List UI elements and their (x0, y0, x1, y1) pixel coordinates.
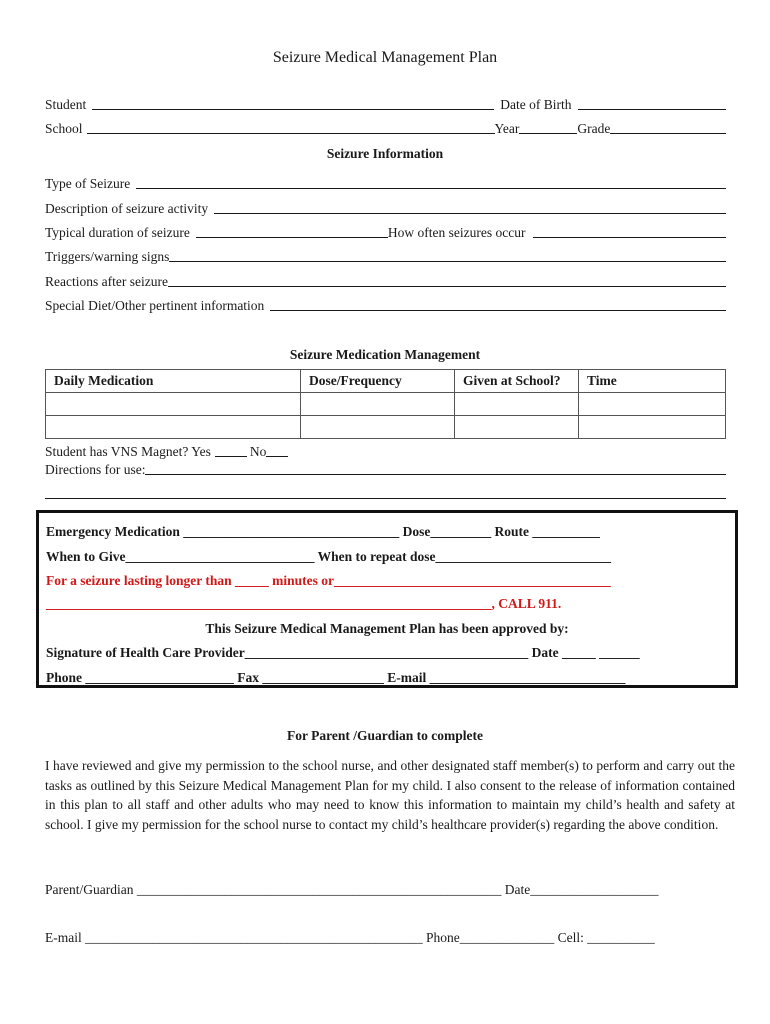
frequency-field[interactable] (533, 237, 726, 238)
directions-field-2[interactable] (45, 498, 726, 499)
signature-label: Signature of Health Care Provider (46, 645, 245, 660)
col-given-at-school: Given at School? (455, 370, 579, 393)
approval-text: This Seizure Medical Management Plan has been approved by: (205, 621, 569, 636)
guardian-cell-label: Cell: (557, 930, 584, 945)
student-field[interactable] (92, 109, 494, 110)
reactions-field[interactable] (168, 286, 726, 287)
medication-heading: Seizure Medication Management (289, 347, 481, 362)
medication-table (45, 369, 726, 439)
guardian-phone-label: Phone (426, 930, 460, 945)
guardian-label: Parent/Guardian (45, 882, 134, 897)
dob-label: Date of Birth (500, 97, 572, 112)
directions-field[interactable] (145, 474, 726, 475)
guardian-email-field[interactable]: __________________________________________________ (85, 930, 423, 945)
table-row (46, 393, 726, 416)
vns-label: Student has VNS Magnet? Yes (45, 444, 211, 459)
table-cell[interactable] (46, 393, 301, 416)
type-label: Type of Seizure (45, 176, 131, 191)
vns-no-field[interactable] (266, 456, 288, 457)
frequency-label: How often seizures occur (387, 225, 526, 240)
description-row (45, 199, 726, 217)
guardian-cell-field[interactable]: __________ (587, 930, 655, 945)
year-label: Year (494, 121, 520, 136)
seizure-info-heading: Seizure Information (326, 146, 444, 161)
table-cell[interactable] (301, 393, 455, 416)
guardian-date-field[interactable]: ___________________ (530, 882, 659, 897)
grade-label: Grade (577, 121, 611, 136)
school-label: School (45, 121, 83, 136)
reactions-label: Reactions after seizure (45, 274, 168, 289)
guardian-contact-row (45, 930, 655, 946)
table-cell[interactable] (46, 416, 301, 439)
consent-paragraph: I have reviewed and give my permission to the school nurse, and other designated staff member(s) to perform and carry out the tasks as outlined by this Seizure Medical Management Plan for my child. I also consent to the release of information contained in this plan to all staff and other adults who may need to know this information to maintain my child’s health and safety at school. I give my permission for the school nurse to contact my child’s healthcare provider(s) regarding the above condition. (45, 758, 735, 832)
dose-label: Dose (402, 524, 431, 539)
diet-label: Special Diet/Other pertinent information (45, 298, 265, 313)
phone-field[interactable]: ______________________ (85, 670, 234, 685)
page-title: Seizure Medical Management Plan (272, 49, 498, 66)
when-field[interactable]: ____________________________ (125, 549, 315, 564)
reactions-row (45, 272, 726, 290)
guardian-field[interactable]: ______________________________________________________ (136, 882, 502, 897)
directions-row-2 (45, 484, 726, 502)
student-row (45, 95, 726, 113)
email-label: E-mail (387, 670, 427, 685)
emergency-box (36, 510, 738, 688)
directions-row (45, 460, 726, 478)
table-cell[interactable] (301, 416, 455, 439)
provider-date-field[interactable]: _____ ______ (561, 645, 640, 660)
vns-yes-field[interactable] (215, 456, 247, 457)
duration-row (45, 223, 726, 241)
vns-no-label: No (249, 444, 267, 459)
vns-row (45, 442, 288, 460)
diet-field[interactable] (270, 310, 726, 311)
repeat-label: When to repeat dose (317, 549, 436, 564)
contact-row (46, 670, 625, 686)
guardian-row (45, 882, 658, 898)
col-daily-medication: Daily Medication (46, 370, 301, 393)
signature-field[interactable]: __________________________________________ (244, 645, 529, 660)
guardian-phone-field[interactable]: ______________ (459, 930, 555, 945)
dob-field[interactable] (578, 109, 727, 110)
table-cell[interactable] (579, 393, 726, 416)
triggers-label: Triggers/warning signs (45, 249, 170, 264)
type-row (45, 174, 726, 192)
table-row (46, 416, 726, 439)
seizure-duration-line[interactable]: For a seizure lasting longer than _____ minutes or_________________________________________ (46, 573, 611, 588)
phone-label: Phone (46, 670, 83, 685)
directions-label: Directions for use: (45, 462, 146, 477)
student-label: Student (45, 97, 87, 112)
grade-field[interactable] (610, 133, 726, 134)
emergency-med-label: Emergency Medication (46, 524, 180, 539)
repeat-field[interactable]: __________________________ (435, 549, 612, 564)
parent-heading: For Parent /Guardian to complete (287, 728, 483, 743)
school-field[interactable] (87, 133, 495, 134)
signature-row (46, 645, 640, 661)
col-dose-frequency: Dose/Frequency (301, 370, 455, 393)
route-field[interactable]: __________ (532, 524, 600, 539)
emergency-med-field[interactable]: ________________________________ (183, 524, 400, 539)
guardian-date-label: Date (504, 882, 531, 897)
description-label: Description of seizure activity (45, 201, 209, 216)
duration-field[interactable] (196, 237, 388, 238)
table-cell[interactable] (455, 416, 579, 439)
call-911-line[interactable]: __________________________________________________________________, CALL 911. (46, 596, 562, 611)
provider-date-label: Date (531, 645, 559, 660)
dose-field[interactable]: _________ (430, 524, 492, 539)
when-to-give-row (46, 549, 611, 565)
triggers-row (45, 247, 726, 265)
description-field[interactable] (214, 213, 726, 214)
fax-field[interactable]: __________________ (262, 670, 384, 685)
duration-label: Typical duration of seizure (45, 225, 190, 240)
email-field[interactable]: _____________________________ (429, 670, 626, 685)
guardian-email-label: E-mail (45, 930, 82, 945)
school-row (45, 119, 726, 137)
table-header-row (46, 370, 726, 393)
fax-label: Fax (237, 670, 260, 685)
diet-row (45, 296, 726, 314)
type-field[interactable] (136, 188, 726, 189)
table-cell[interactable] (579, 416, 726, 439)
route-label: Route (494, 524, 529, 539)
col-time: Time (579, 370, 726, 393)
triggers-field[interactable] (169, 261, 726, 262)
year-field[interactable] (519, 133, 577, 134)
table-cell[interactable] (455, 393, 579, 416)
when-label: When to Give (46, 549, 126, 564)
emergency-medication-row (46, 524, 600, 540)
